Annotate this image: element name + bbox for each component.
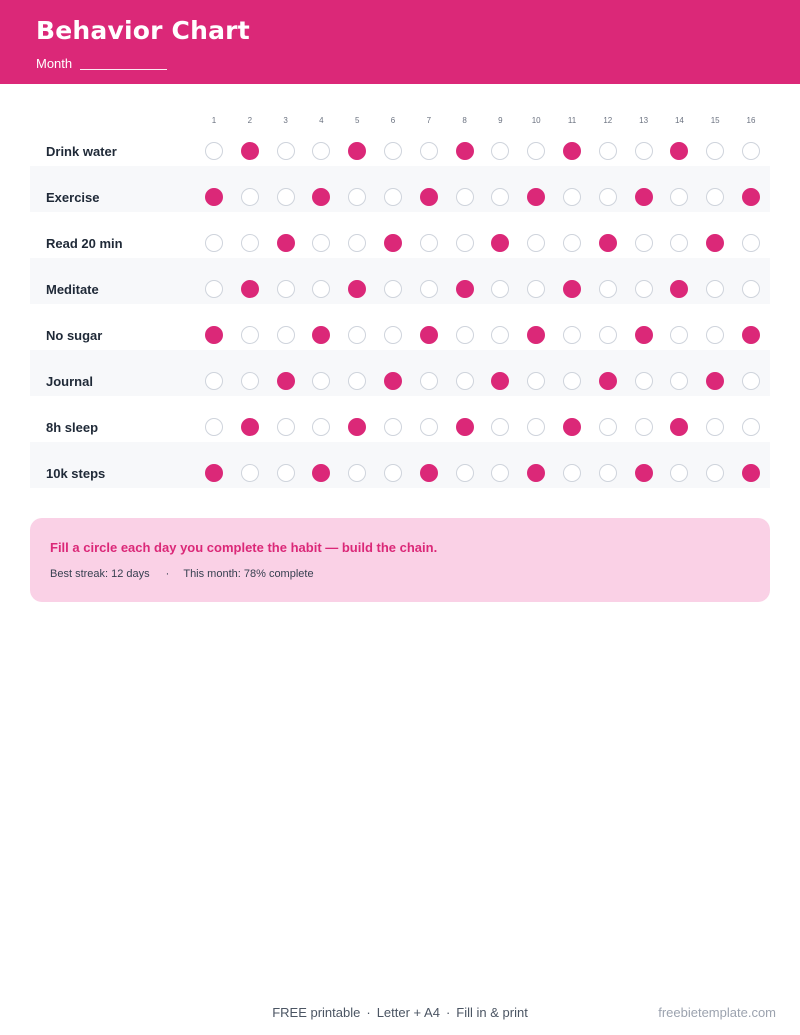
filled-day-circle[interactable] [670,418,688,436]
day-number-header [30,104,770,125]
filled-day-circle[interactable] [277,372,295,390]
empty-day-circle[interactable] [563,188,581,206]
empty-day-circle[interactable] [742,280,760,298]
empty-day-circle[interactable] [456,234,474,252]
filled-day-circle[interactable] [563,418,581,436]
instruction-box [30,518,770,602]
habit-row [30,212,770,258]
filled-day-circle[interactable] [205,188,223,206]
empty-day-circle[interactable] [742,234,760,252]
empty-day-circle[interactable] [348,372,366,390]
empty-day-circle[interactable] [563,464,581,482]
empty-day-circle[interactable] [706,142,724,160]
day-number: 11 [567,116,577,125]
habit-label: Exercise [46,190,100,205]
day-number: 1 [211,116,217,125]
filled-day-circle[interactable] [205,464,223,482]
empty-day-circle[interactable] [241,188,259,206]
habit-label: 8h sleep [46,420,99,435]
day-number: 12 [603,116,613,125]
filled-day-circle[interactable] [348,280,366,298]
empty-day-circle[interactable] [742,418,760,436]
filled-day-circle[interactable] [706,234,724,252]
empty-day-circle[interactable] [241,326,259,344]
empty-day-circle[interactable] [599,142,617,160]
filled-day-circle[interactable] [420,326,438,344]
empty-day-circle[interactable] [670,188,688,206]
month-progress: This month: 78% complete [183,568,314,580]
empty-day-circle[interactable] [670,234,688,252]
empty-day-circle[interactable] [205,280,223,298]
empty-day-circle[interactable] [491,464,509,482]
empty-day-circle[interactable] [635,142,653,160]
empty-day-circle[interactable] [635,234,653,252]
filled-day-circle[interactable] [527,188,545,206]
filled-day-circle[interactable] [742,188,760,206]
empty-day-circle[interactable] [348,464,366,482]
habit-row [30,396,770,442]
empty-day-circle[interactable] [599,188,617,206]
filled-day-circle[interactable] [277,234,295,252]
empty-day-circle[interactable] [527,234,545,252]
empty-day-circle[interactable] [527,418,545,436]
day-number: 16 [746,116,756,125]
header-banner [0,0,800,84]
day-number: 8 [462,116,467,125]
day-number: 7 [426,116,432,125]
empty-day-circle[interactable] [706,418,724,436]
habit-row [30,442,770,488]
empty-day-circle[interactable] [456,464,474,482]
empty-day-circle[interactable] [205,234,223,252]
empty-day-circle[interactable] [563,372,581,390]
empty-day-circle[interactable] [205,418,223,436]
empty-day-circle[interactable] [420,142,438,160]
empty-day-circle[interactable] [420,418,438,436]
habit-row [30,166,770,212]
filled-day-circle[interactable] [205,326,223,344]
footer-item-size: Letter + A4 [376,1005,440,1020]
empty-day-circle[interactable] [706,280,724,298]
empty-day-circle[interactable] [706,326,724,344]
habit-grid [30,104,770,481]
empty-day-circle[interactable] [384,418,402,436]
empty-day-circle[interactable] [348,188,366,206]
filled-day-circle[interactable] [742,464,760,482]
empty-day-circle[interactable] [491,142,509,160]
empty-day-circle[interactable] [635,372,653,390]
instruction-text: Fill a circle each day you complete the habit — build the chain. [50,540,438,555]
filled-day-circle[interactable] [456,418,474,436]
filled-day-circle[interactable] [563,142,581,160]
empty-day-circle[interactable] [635,280,653,298]
filled-day-circle[interactable] [241,142,259,160]
empty-day-circle[interactable] [670,326,688,344]
empty-day-circle[interactable] [348,326,366,344]
filled-day-circle[interactable] [384,234,402,252]
filled-day-circle[interactable] [599,234,617,252]
day-number: 15 [710,116,720,125]
month-fill-line [80,69,167,70]
habit-label: Journal [46,374,93,389]
empty-day-circle[interactable] [312,418,330,436]
filled-day-circle[interactable] [456,280,474,298]
empty-day-circle[interactable] [205,142,223,160]
empty-day-circle[interactable] [312,280,330,298]
footer-item-fill: Fill in & print [456,1005,528,1020]
empty-day-circle[interactable] [527,372,545,390]
empty-day-circle[interactable] [420,372,438,390]
empty-day-circle[interactable] [312,142,330,160]
empty-day-circle[interactable] [384,142,402,160]
habit-row [30,304,770,350]
footer-separator: · [445,1005,451,1020]
empty-day-circle[interactable] [456,326,474,344]
filled-day-circle[interactable] [384,372,402,390]
filled-day-circle[interactable] [348,142,366,160]
empty-day-circle[interactable] [563,234,581,252]
empty-day-circle[interactable] [384,326,402,344]
day-number: 13 [639,116,649,125]
empty-day-circle[interactable] [599,418,617,436]
filled-day-circle[interactable] [456,142,474,160]
empty-day-circle[interactable] [635,418,653,436]
filled-day-circle[interactable] [599,372,617,390]
empty-day-circle[interactable] [241,234,259,252]
day-number: 6 [390,116,396,125]
empty-day-circle[interactable] [420,280,438,298]
empty-day-circle[interactable] [277,464,295,482]
habit-row [30,120,770,166]
empty-day-circle[interactable] [277,142,295,160]
empty-day-circle[interactable] [420,234,438,252]
empty-day-circle[interactable] [384,280,402,298]
empty-day-circle[interactable] [277,280,295,298]
filled-day-circle[interactable] [635,188,653,206]
filled-day-circle[interactable] [635,326,653,344]
day-number: 14 [674,116,684,125]
footer-separator: · [366,1005,371,1020]
empty-day-circle[interactable] [491,280,509,298]
empty-day-circle[interactable] [277,326,295,344]
empty-day-circle[interactable] [527,142,545,160]
empty-day-circle[interactable] [312,234,330,252]
empty-day-circle[interactable] [348,234,366,252]
empty-day-circle[interactable] [491,326,509,344]
empty-day-circle[interactable] [312,372,330,390]
empty-day-circle[interactable] [670,372,688,390]
habit-label: Drink water [46,144,117,159]
empty-day-circle[interactable] [277,418,295,436]
footer-item-free: FREE printable [272,1005,361,1020]
empty-day-circle[interactable] [241,372,259,390]
empty-day-circle[interactable] [491,418,509,436]
habit-label: Meditate [46,282,99,297]
filled-day-circle[interactable] [348,418,366,436]
habit-label: 10k steps [46,466,106,481]
filled-day-circle[interactable] [420,464,438,482]
filled-day-circle[interactable] [491,372,509,390]
filled-day-circle[interactable] [241,418,259,436]
habit-label: No sugar [46,328,103,343]
empty-day-circle[interactable] [599,464,617,482]
filled-day-circle[interactable] [241,280,259,298]
day-number: 9 [498,116,503,125]
day-number: 2 [247,116,253,125]
filled-day-circle[interactable] [635,464,653,482]
empty-day-circle[interactable] [706,464,724,482]
day-number: 10 [531,116,541,125]
day-number: 4 [319,116,324,125]
filled-day-circle[interactable] [563,280,581,298]
habit-row [30,350,770,396]
filled-day-circle[interactable] [670,280,688,298]
empty-day-circle[interactable] [384,188,402,206]
page-title: Behavior Chart [36,16,250,45]
day-number: 5 [354,116,360,125]
filled-day-circle[interactable] [670,142,688,160]
empty-day-circle[interactable] [205,372,223,390]
stats-separator: · [165,568,170,580]
filled-day-circle[interactable] [312,188,330,206]
filled-day-circle[interactable] [491,234,509,252]
empty-day-circle[interactable] [241,464,259,482]
filled-day-circle[interactable] [312,326,330,344]
day-number: 3 [283,116,288,125]
empty-day-circle[interactable] [527,280,545,298]
footer-site[interactable]: freebietemplate.com [658,1005,776,1020]
month-label: Month [36,56,73,71]
empty-day-circle[interactable] [277,188,295,206]
habit-label: Read 20 min [46,236,123,251]
empty-day-circle[interactable] [456,372,474,390]
filled-day-circle[interactable] [312,464,330,482]
empty-day-circle[interactable] [563,326,581,344]
filled-day-circle[interactable] [527,464,545,482]
empty-day-circle[interactable] [742,142,760,160]
empty-day-circle[interactable] [599,280,617,298]
filled-day-circle[interactable] [420,188,438,206]
filled-day-circle[interactable] [742,326,760,344]
best-streak: Best streak: 12 days [50,568,150,580]
habit-row [30,258,770,304]
empty-day-circle[interactable] [599,326,617,344]
empty-day-circle[interactable] [670,464,688,482]
empty-day-circle[interactable] [384,464,402,482]
empty-day-circle[interactable] [491,188,509,206]
empty-day-circle[interactable] [706,188,724,206]
filled-day-circle[interactable] [527,326,545,344]
empty-day-circle[interactable] [456,188,474,206]
stats-line [50,568,314,580]
filled-day-circle[interactable] [706,372,724,390]
empty-day-circle[interactable] [742,372,760,390]
